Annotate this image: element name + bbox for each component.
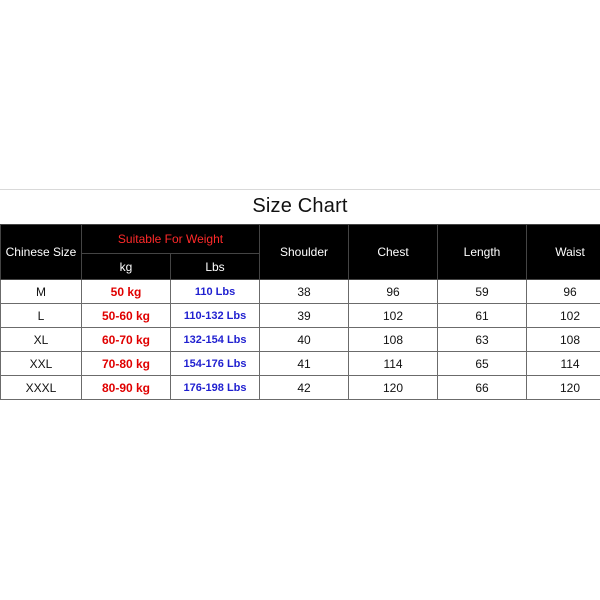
cell-waist: 96 [527, 280, 600, 304]
table-row [1, 352, 600, 376]
table-row [1, 328, 600, 352]
cell-shoulder: 40 [260, 328, 349, 352]
cell-kg: 70-80 kg [82, 352, 171, 376]
cell-lbs: 154-176 Lbs [171, 352, 260, 376]
cell-shoulder: 38 [260, 280, 349, 304]
header-chinese-size: Chinese Size [1, 225, 82, 280]
cell-chest: 114 [349, 352, 438, 376]
cell-shoulder: 41 [260, 352, 349, 376]
cell-chest: 108 [349, 328, 438, 352]
cell-waist: 108 [527, 328, 600, 352]
cell-size: XXXL [1, 376, 82, 400]
cell-waist: 120 [527, 376, 600, 400]
cell-shoulder: 39 [260, 304, 349, 328]
cell-kg: 50-60 kg [82, 304, 171, 328]
cell-lbs: 110 Lbs [171, 280, 260, 304]
cell-kg: 50 kg [82, 280, 171, 304]
cell-chest: 120 [349, 376, 438, 400]
cell-length: 65 [438, 352, 527, 376]
cell-chest: 102 [349, 304, 438, 328]
cell-shoulder: 42 [260, 376, 349, 400]
cell-size: L [1, 304, 82, 328]
cell-length: 66 [438, 376, 527, 400]
header-chest: Chest [349, 225, 438, 280]
cell-kg: 80-90 kg [82, 376, 171, 400]
cell-length: 63 [438, 328, 527, 352]
cell-lbs: 110-132 Lbs [171, 304, 260, 328]
header-suitable-for-weight: Suitable For Weight [82, 225, 260, 254]
cell-size: XXL [1, 352, 82, 376]
table-row [1, 376, 600, 400]
header-shoulder: Shoulder [260, 225, 349, 280]
cell-waist: 114 [527, 352, 600, 376]
cell-lbs: 132-154 Lbs [171, 328, 260, 352]
header-length: Length [438, 225, 527, 280]
top-divider [0, 189, 600, 190]
table-row [1, 304, 600, 328]
cell-length: 59 [438, 280, 527, 304]
cell-chest: 96 [349, 280, 438, 304]
header-lbs: Lbs [171, 254, 260, 280]
cell-kg: 60-70 kg [82, 328, 171, 352]
cell-size: XL [1, 328, 82, 352]
cell-lbs: 176-198 Lbs [171, 376, 260, 400]
header-waist: Waist [527, 225, 600, 280]
chart-title: Size Chart [252, 195, 348, 217]
table-row [1, 280, 600, 304]
header-kg: kg [82, 254, 171, 280]
cell-waist: 102 [527, 304, 600, 328]
cell-size: M [1, 280, 82, 304]
size-table [0, 224, 600, 400]
cell-length: 61 [438, 304, 527, 328]
